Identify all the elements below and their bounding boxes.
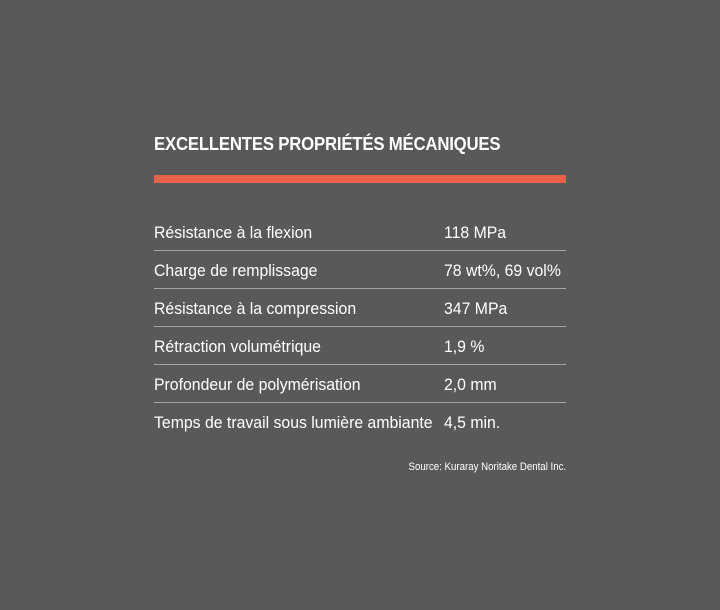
source-note: Source: Kuraray Noritake Dental Inc. <box>408 461 566 473</box>
properties-panel <box>154 131 566 473</box>
property-label: Profondeur de polymérisation <box>154 375 361 394</box>
accent-bar <box>154 175 566 183</box>
property-label: Temps de travail sous lumière ambiante <box>154 413 433 432</box>
table-row <box>154 403 566 441</box>
property-value: 118 MPa <box>444 223 507 242</box>
properties-table <box>154 213 566 441</box>
property-value: 2,0 mm <box>444 375 497 394</box>
table-row <box>154 365 566 403</box>
property-label: Rétraction volumétrique <box>154 337 321 356</box>
property-value: 4,5 min. <box>444 413 501 432</box>
panel-title: EXCELLENTES PROPRIÉTÉS MÉCANIQUES <box>154 134 501 154</box>
table-row <box>154 213 566 251</box>
property-value: 78 wt%, 69 vol% <box>444 261 561 280</box>
property-value: 347 MPa <box>444 299 508 318</box>
property-label: Charge de remplissage <box>154 261 318 280</box>
property-label: Résistance à la compression <box>154 299 357 318</box>
table-row <box>154 251 566 289</box>
property-value: 1,9 % <box>444 337 485 356</box>
property-label: Résistance à la flexion <box>154 223 313 242</box>
table-row <box>154 327 566 365</box>
table-row <box>154 289 566 327</box>
